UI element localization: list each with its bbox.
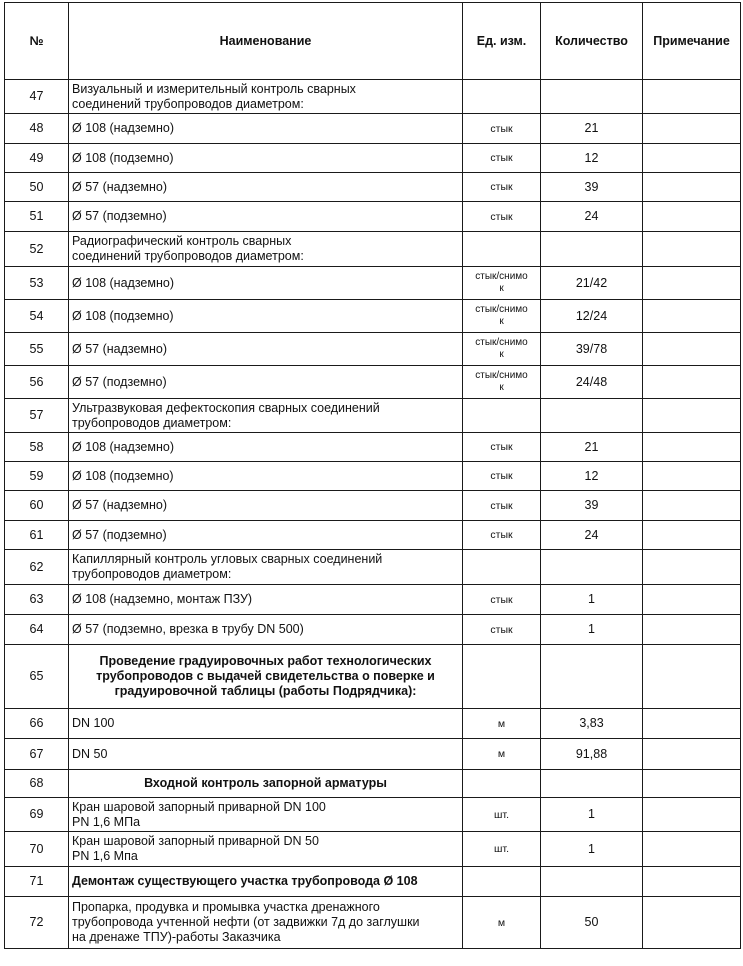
table-row bbox=[5, 433, 741, 462]
row-unit: шт. bbox=[463, 798, 541, 832]
row-unit: стык bbox=[463, 585, 541, 615]
row-name-cell bbox=[69, 267, 463, 300]
table-row bbox=[5, 114, 741, 144]
row-quantity: 12 bbox=[541, 462, 643, 491]
row-quantity bbox=[541, 770, 643, 798]
row-note bbox=[643, 897, 741, 949]
row-name-cell bbox=[69, 491, 463, 521]
table-row bbox=[5, 491, 741, 521]
table-row bbox=[5, 585, 741, 615]
row-quantity bbox=[541, 80, 643, 114]
header-unit: Ед. изм. bbox=[463, 3, 541, 80]
row-number: 68 bbox=[5, 770, 69, 798]
row-name: Ø 108 (надземно) bbox=[72, 121, 174, 135]
table-header-row bbox=[5, 3, 741, 80]
row-unit: стык/снимо к bbox=[463, 267, 541, 300]
row-name: Демонтаж существующего участка трубопровода Ø 108 bbox=[72, 874, 418, 888]
row-note bbox=[643, 491, 741, 521]
row-number: 69 bbox=[5, 798, 69, 832]
row-name: Визуальный и измерительный контроль сварных соединений трубопроводов диаметром: bbox=[72, 81, 356, 111]
row-note bbox=[643, 739, 741, 770]
table-row bbox=[5, 770, 741, 798]
table-row bbox=[5, 897, 741, 949]
row-number: 48 bbox=[5, 114, 69, 144]
row-number: 57 bbox=[5, 399, 69, 433]
row-name: Ø 108 (подземно) bbox=[72, 150, 174, 165]
row-number: 64 bbox=[5, 615, 69, 645]
table-row bbox=[5, 798, 741, 832]
row-number: 47 bbox=[5, 80, 69, 114]
row-unit bbox=[463, 80, 541, 114]
row-quantity bbox=[541, 399, 643, 433]
row-name: Ø 57 (надземно) bbox=[72, 341, 168, 356]
row-quantity bbox=[541, 645, 643, 709]
row-name: Капиллярный контроль угловых сварных соединений трубопроводов диаметром: bbox=[72, 552, 383, 581]
row-quantity bbox=[541, 232, 643, 267]
table-row bbox=[5, 739, 741, 770]
row-quantity: 21 bbox=[541, 433, 643, 462]
row-name: Пропарка, продувка и промывка участка дренажного трубопровода учтенной нефти (от задвижки 7д до заглушки на дренаже ТПУ)-работы Заказчика bbox=[72, 900, 420, 944]
row-unit: м bbox=[463, 897, 541, 949]
row-note bbox=[643, 867, 741, 897]
row-note bbox=[643, 645, 741, 709]
row-note bbox=[643, 521, 741, 550]
row-name: Ø 57 (надземно) bbox=[72, 179, 168, 194]
row-quantity: 39 bbox=[541, 491, 643, 521]
row-number: 63 bbox=[5, 585, 69, 615]
row-note bbox=[643, 433, 741, 462]
row-note bbox=[643, 462, 741, 491]
table-row bbox=[5, 232, 741, 267]
row-number: 50 bbox=[5, 173, 69, 202]
row-name-cell bbox=[69, 399, 463, 433]
row-unit: стык bbox=[463, 114, 541, 144]
row-unit: стык bbox=[463, 433, 541, 462]
table-body bbox=[5, 80, 741, 949]
row-unit: стык bbox=[463, 615, 541, 645]
row-note bbox=[643, 333, 741, 366]
row-name-cell bbox=[69, 173, 463, 202]
row-name: Ø 108 (надземно) bbox=[72, 275, 174, 290]
table-row bbox=[5, 709, 741, 739]
header-note: Примечание bbox=[643, 3, 741, 80]
row-note bbox=[643, 798, 741, 832]
row-unit: стык bbox=[463, 173, 541, 202]
row-name-cell bbox=[69, 585, 463, 615]
row-quantity: 21/42 bbox=[541, 267, 643, 300]
table-row bbox=[5, 645, 741, 709]
row-name: Ø 57 (подземно) bbox=[72, 527, 167, 542]
document-sheet bbox=[4, 2, 741, 949]
row-name-cell bbox=[69, 114, 463, 144]
row-name: Ø 108 (надземно, монтаж ПЗУ) bbox=[72, 592, 253, 606]
row-unit: м bbox=[463, 739, 541, 770]
row-name-cell bbox=[69, 202, 463, 232]
row-number: 61 bbox=[5, 521, 69, 550]
row-number: 65 bbox=[5, 645, 69, 709]
row-number: 53 bbox=[5, 267, 69, 300]
row-unit bbox=[463, 232, 541, 267]
row-unit bbox=[463, 867, 541, 897]
row-note bbox=[643, 173, 741, 202]
row-number: 60 bbox=[5, 491, 69, 521]
row-name-cell bbox=[69, 645, 463, 709]
row-number: 56 bbox=[5, 366, 69, 399]
row-name-cell bbox=[69, 333, 463, 366]
table-row bbox=[5, 144, 741, 173]
row-number: 70 bbox=[5, 832, 69, 867]
row-name: Ø 57 (надземно) bbox=[72, 498, 168, 512]
row-name-cell bbox=[69, 366, 463, 399]
row-unit: шт. bbox=[463, 832, 541, 867]
row-note bbox=[643, 232, 741, 267]
row-note bbox=[643, 144, 741, 173]
row-note bbox=[643, 709, 741, 739]
row-name-cell bbox=[69, 144, 463, 173]
works-table bbox=[4, 2, 741, 949]
row-number: 59 bbox=[5, 462, 69, 491]
row-note bbox=[643, 366, 741, 399]
row-quantity bbox=[541, 550, 643, 585]
row-name: Ø 108 (надземно) bbox=[72, 439, 174, 454]
row-number: 67 bbox=[5, 739, 69, 770]
row-quantity: 24/48 bbox=[541, 366, 643, 399]
row-name: Ø 108 (подземно) bbox=[72, 308, 174, 323]
table-row bbox=[5, 173, 741, 202]
row-unit: стык/снимо к bbox=[463, 300, 541, 333]
row-quantity: 12 bbox=[541, 144, 643, 173]
row-number: 54 bbox=[5, 300, 69, 333]
header-qty: Количество bbox=[541, 3, 643, 80]
row-name: DN 100 bbox=[72, 716, 115, 730]
row-number: 51 bbox=[5, 202, 69, 232]
row-number: 66 bbox=[5, 709, 69, 739]
row-name: DN 50 bbox=[72, 746, 108, 761]
row-unit: стык bbox=[463, 202, 541, 232]
row-name-cell bbox=[69, 770, 463, 798]
row-number: 62 bbox=[5, 550, 69, 585]
row-name-cell bbox=[69, 867, 463, 897]
row-name-cell bbox=[69, 798, 463, 832]
row-note bbox=[643, 550, 741, 585]
row-quantity: 24 bbox=[541, 202, 643, 232]
row-note bbox=[643, 832, 741, 867]
row-number: 72 bbox=[5, 897, 69, 949]
row-name-cell bbox=[69, 897, 463, 949]
row-quantity: 91,88 bbox=[541, 739, 643, 770]
row-name-cell bbox=[69, 80, 463, 114]
row-note bbox=[643, 585, 741, 615]
row-quantity: 1 bbox=[541, 585, 643, 615]
row-name: Ультразвуковая дефектоскопия сварных соединений трубопроводов диаметром: bbox=[72, 400, 380, 430]
row-quantity: 1 bbox=[541, 615, 643, 645]
row-quantity: 1 bbox=[541, 832, 643, 867]
row-name: Радиографический контроль сварных соединений трубопроводов диаметром: bbox=[72, 234, 304, 263]
table-row bbox=[5, 300, 741, 333]
row-name-cell bbox=[69, 521, 463, 550]
row-unit: стык bbox=[463, 144, 541, 173]
row-unit: стык bbox=[463, 491, 541, 521]
row-name: Ø 57 (подземно) bbox=[72, 374, 167, 389]
row-unit bbox=[463, 550, 541, 585]
row-note bbox=[643, 114, 741, 144]
row-note bbox=[643, 770, 741, 798]
table-row bbox=[5, 462, 741, 491]
row-quantity: 1 bbox=[541, 798, 643, 832]
row-name: Ø 57 (подземно) bbox=[72, 209, 167, 223]
row-name-cell bbox=[69, 739, 463, 770]
table-row bbox=[5, 521, 741, 550]
table-row bbox=[5, 550, 741, 585]
row-name-cell bbox=[69, 709, 463, 739]
row-name-cell bbox=[69, 832, 463, 867]
row-name: Кран шаровой запорный приварной DN 50 PN 1,6 Мпа bbox=[72, 834, 319, 863]
row-quantity bbox=[541, 867, 643, 897]
row-name-cell bbox=[69, 433, 463, 462]
table-row bbox=[5, 399, 741, 433]
table-row bbox=[5, 867, 741, 897]
row-number: 49 bbox=[5, 144, 69, 173]
row-name-cell bbox=[69, 550, 463, 585]
row-unit: стык/снимо к bbox=[463, 366, 541, 399]
row-quantity: 39/78 bbox=[541, 333, 643, 366]
row-name: Проведение градуировочных работ технологических трубопроводов с выдачей свидетельства о поверке и градуировочной таблицы (работы Подрядчика): bbox=[96, 654, 435, 698]
header-num: № bbox=[5, 3, 69, 80]
row-quantity: 12/24 bbox=[541, 300, 643, 333]
row-number: 52 bbox=[5, 232, 69, 267]
row-quantity: 39 bbox=[541, 173, 643, 202]
row-name-cell bbox=[69, 232, 463, 267]
row-note bbox=[643, 267, 741, 300]
row-unit bbox=[463, 399, 541, 433]
header-name: Наименование bbox=[69, 3, 463, 80]
row-number: 55 bbox=[5, 333, 69, 366]
row-unit: стык/снимо к bbox=[463, 333, 541, 366]
row-note bbox=[643, 80, 741, 114]
row-unit: стык bbox=[463, 462, 541, 491]
row-name: Кран шаровой запорный приварной DN 100 PN 1,6 МПа bbox=[72, 799, 326, 829]
table-row bbox=[5, 267, 741, 300]
row-name-cell bbox=[69, 300, 463, 333]
row-number: 58 bbox=[5, 433, 69, 462]
row-note bbox=[643, 615, 741, 645]
row-note bbox=[643, 202, 741, 232]
row-name: Входной контроль запорной арматуры bbox=[144, 776, 387, 790]
row-quantity: 3,83 bbox=[541, 709, 643, 739]
row-name: Ø 57 (подземно, врезка в трубу DN 500) bbox=[72, 622, 304, 636]
table-row bbox=[5, 366, 741, 399]
table-row bbox=[5, 832, 741, 867]
row-unit bbox=[463, 645, 541, 709]
row-unit: м bbox=[463, 709, 541, 739]
row-name: Ø 108 (подземно) bbox=[72, 468, 174, 483]
row-unit bbox=[463, 770, 541, 798]
table-row bbox=[5, 202, 741, 232]
row-quantity: 24 bbox=[541, 521, 643, 550]
table-row bbox=[5, 615, 741, 645]
row-name-cell bbox=[69, 615, 463, 645]
row-quantity: 50 bbox=[541, 897, 643, 949]
table-row bbox=[5, 333, 741, 366]
row-name-cell bbox=[69, 462, 463, 491]
row-note bbox=[643, 399, 741, 433]
row-number: 71 bbox=[5, 867, 69, 897]
table-row bbox=[5, 80, 741, 114]
row-quantity: 21 bbox=[541, 114, 643, 144]
row-unit: стык bbox=[463, 521, 541, 550]
row-note bbox=[643, 300, 741, 333]
